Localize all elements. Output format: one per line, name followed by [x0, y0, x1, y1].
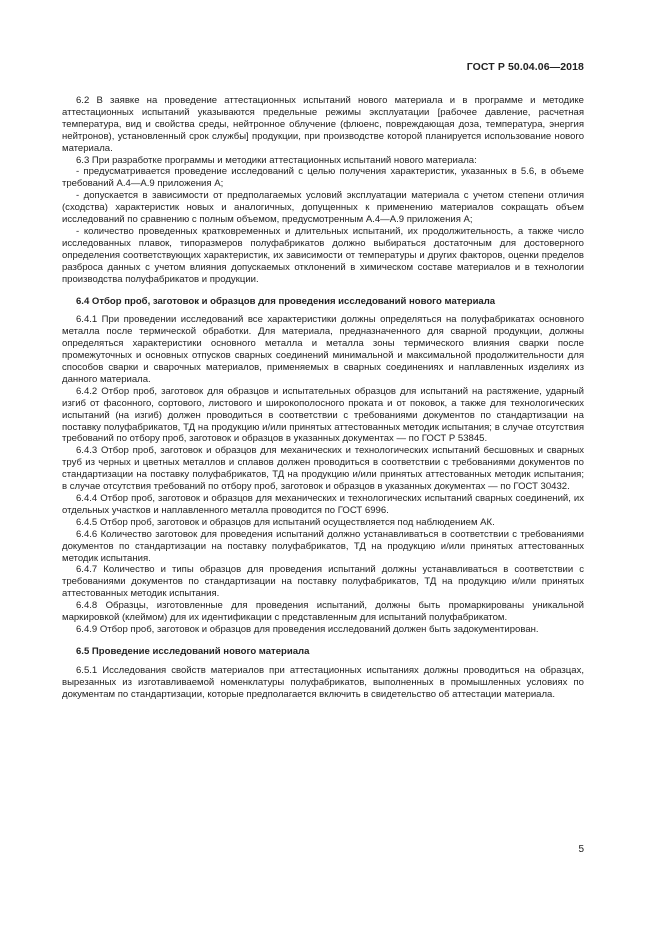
page-number: 5 [578, 844, 584, 855]
paragraph-6-4-2: 6.4.2 Отбор проб, заготовок для образцов и испытательных образцов для испытаний на растяжение, ударный изгиб от фасонного, сортового, листового и широкополосного проката и от поковок, а также для технологических испытаний (на изгиб) должен проводиться в соответствии с требованиями документов по стандартизации на поставку полуфабрикатов, ТД на продукцию и/или принятых аттестованных методик испытания; в случае отсутствия требований по отбору проб, заготовок и образцов в указанных документах — по ГОСТ Р 53845. [62, 385, 584, 445]
list-item-6-3-c: - количество проведенных кратковременных и длительных испытаний, их продолжительность, а также число исследованных плавок, типоразмеров полуфабрикатов должно выбираться достаточным для достоверного определения соответствующих характеристик, их зависимости от температуры и других факторов, оценки пределов разброса данных с учетом влияния допускаемых отклонений в химическом составе материалов и в технологии производства полуфабрикатов и продукции. [62, 225, 584, 285]
paragraph-6-4-8: 6.4.8 Образцы, изготовленные для проведения испытаний, должны быть промаркированы уникальной маркировкой (клеймом) для их идентификации с представленным для испытаний полуфабрикатом. [62, 600, 584, 624]
list-item-6-3-a: - предусматривается проведение исследований с целью получения характеристик, указанных в 5.6, в объеме требований А.4—А.9 приложения А; [62, 166, 584, 190]
list-item-6-3-b: - допускается в зависимости от предполагаемых условий эксплуатации материала с учетом степени отличия (сходства) характеристик новых и аналогичных, допущенных к применению материалов сокращать объем исследований по сравнению с полным объемом, предусмотренным А.4—А.9 приложения А; [62, 190, 584, 226]
paragraph-6-4-6: 6.4.6 Количество заготовок для проведения испытаний должно устанавливаться в соответствии с требованиями документов по стандартизации на поставку полуфабрикатов, ТД на продукцию и/или принятых аттестованных методик испытания. [62, 528, 584, 564]
document-body [62, 95, 584, 701]
paragraph-6-4-7: 6.4.7 Количество и типы образцов для проведения испытаний должны устанавливаться в соответствии с требованиями документов по стандартизации на поставку полуфабрикатов, ТД на продукцию и/или принятых аттестованных методик испытания. [62, 564, 584, 600]
section-heading-6-4: 6.4 Отбор проб, заготовок и образцов для проведения исследований нового материала [76, 295, 496, 307]
paragraph-6-3: 6.3 При разработке программы и методики аттестационных испытаний нового материала: [76, 154, 477, 166]
paragraph-6-4-4: 6.4.4 Отбор проб, заготовок и образцов для механических и технологических испытаний сварных соединений, их отдельных участков и наплавленного металла проводится по ГОСТ 6996. [62, 493, 584, 516]
section-heading-6-5: 6.5 Проведение исследований нового материала [76, 645, 310, 657]
paragraph-6-4-9: 6.4.9 Отбор проб, заготовок и образцов для проведения исследований должен быть задокументирован. [76, 623, 539, 635]
paragraph-6-4-1: 6.4.1 При проведении исследований все характеристики должны определяться на полуфабрикатах основного металла после термической обработки. Для материала, предназначенного для сварной продукции, должны определяться характеристики основного металла и металла зоны термического влияния сварки после промежуточных и основных отпусков сварных соединений минимальной и максимальной продолжительности для способов сварки и сварочных материалов, применяемых в сварных соединениях и наплавленных изделиях из данного материала. [62, 314, 584, 385]
paragraph-6-2: 6.2 В заявке на проведение аттестационных испытаний нового материала и в программе и методике аттестационных испытаний указываются предельные режимы эксплуатации [рабочее давление, расчетная температура, вид и свойства среды, нейтронное облучение (флюенс, повреждающая доза, температура, энергия нейтронов), установленный срок службы] продукции, при производстве которой планируется использование нового материала. [62, 95, 584, 154]
paragraph-6-5-1: 6.5.1 Исследования свойств материалов при аттестационных испытаниях должны проводиться на образцах, вырезанных из изготавливаемой номенклатуры полуфабрикатов, выполненных в промышленных условиях по документам по стандартизации, которые предполагается включить в свидетельство об аттестации материала. [62, 664, 584, 700]
document-header: ГОСТ Р 50.04.06—2018 [466, 61, 584, 73]
paragraph-6-4-3: 6.4.3 Отбор проб, заготовок и образцов для механических и технологических испытаний бесшовных и сварных труб из черных и цветных металлов и сплавов должен проводиться в соответствии с требованиями документов по стандартизации на поставку полуфабрикатов, ТД на продукцию и/или принятых аттестованных методик испытания; в случае отсутствия требований по отбору проб, заготовок и образцов в указанных документах — по ГОСТ 30432. [62, 445, 584, 493]
paragraph-6-4-5: 6.4.5 Отбор проб, заготовок и образцов для испытаний осуществляется под наблюдением АК. [76, 516, 495, 528]
